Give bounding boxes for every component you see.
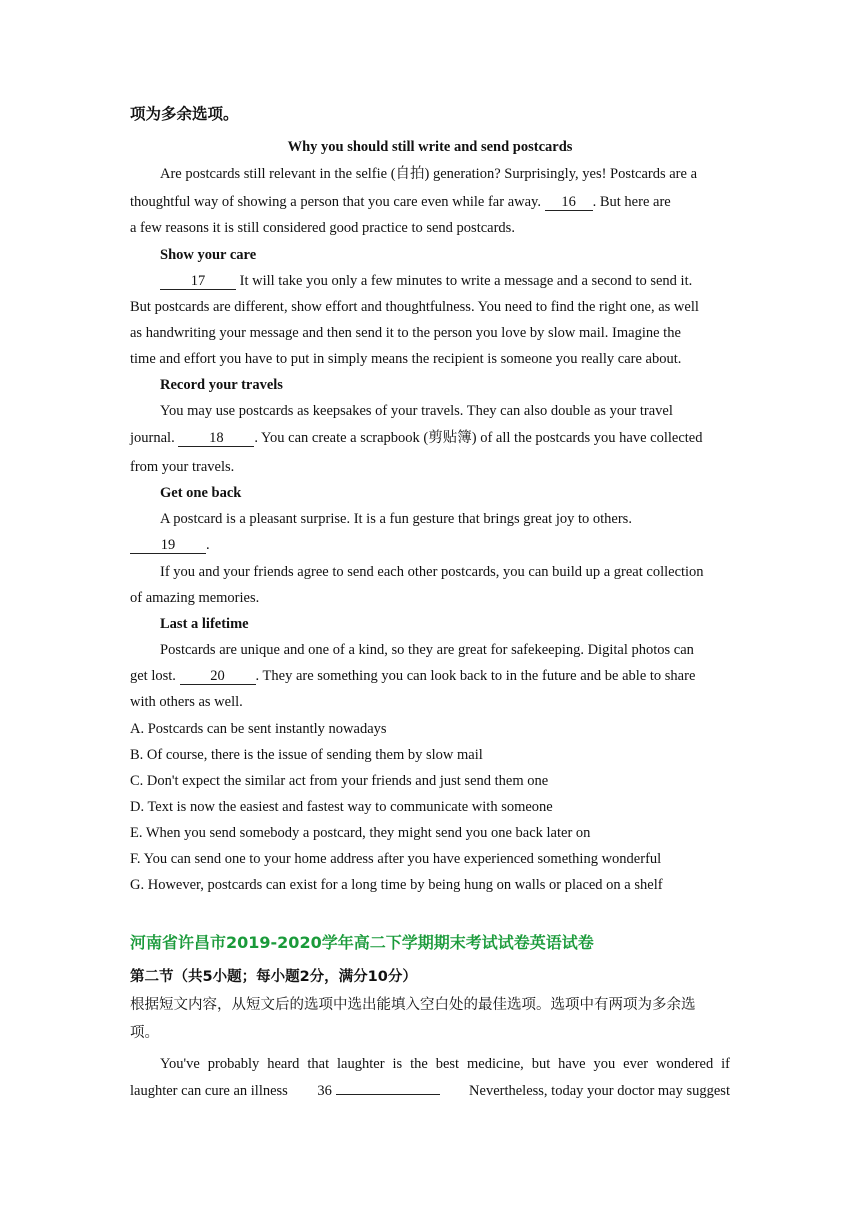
previous-instructions-tail: 项为多余选项。 [130,105,239,123]
paragraph-line: A postcard is a pleasant surprise. It is a fun gesture that brings great joy to others. [160,511,632,527]
paragraph-line: a few reasons it is still considered good practice to send postcards. [130,220,515,236]
paragraph-line: of amazing memories. [130,590,260,606]
paragraph-line: journal. 18 . You can create a scrapbook (剪贴簿) of all the postcards you have collected [130,430,703,446]
passage-title: Why you should still write and send postcards [287,139,573,155]
paragraph-line: from your travels. [130,459,235,475]
paragraph-line: 17 It will take you only a few minutes to write a message and a second to send it. [160,271,730,291]
section-subheading: 第二节（共5小题；每小题2分，满分10分） [130,969,417,985]
instructions-line: 项。 [130,1025,159,1041]
question-number-36: 36 [317,1083,332,1099]
blank-16: 16 [545,194,593,211]
paragraph-line: You've probably heard that laughter is the best medicine, but have you ever wondered if [160,1056,730,1072]
blank-20: 20 [180,668,256,685]
paragraph-line: laughter can cure an illness 36 Nevertheless, today your doctor may suggest [130,1083,730,1099]
option-g: G. However, postcards can exist for a long time by being hung on walls or placed on a shelf [130,877,663,893]
blank-36 [336,1094,440,1095]
option-a: A. Postcards can be sent instantly nowadays [130,721,387,737]
paragraph-line: with others as well. [130,694,243,710]
paragraph-line: If you and your friends agree to send each other postcards, you can build up a great collection [160,564,704,580]
option-c: C. Don't expect the similar act from your friends and just send them one [130,773,549,789]
section-heading-show-your-care: Show your care [160,247,257,263]
option-b: B. Of course, there is the issue of sending them by slow mail [130,747,483,763]
paragraph-line: as handwriting your message and then send it to the person you love by slow mail. Imagine the [130,325,681,341]
blank-19: 19 [130,537,206,554]
paragraph-line: get lost. 20 . They are something you can look back to in the future and be able to share [130,668,696,684]
option-f: F. You can send one to your home address after you have experienced something wonderful [130,851,662,867]
paragraph-line: Are postcards still relevant in the selfie (自拍) generation? Surprisingly, yes! Postcards are a [160,166,698,182]
paragraph-line: time and effort you have to put in simply means the recipient is someone you really care about. [130,351,682,367]
paragraph-line: thoughtful way of showing a person that you care even while far away. 16 . But here are [130,194,671,210]
paragraph-line: Postcards are unique and one of a kind, so they are great for safekeeping. Digital photos can [160,642,694,658]
section-heading-last-a-lifetime: Last a lifetime [160,616,249,632]
section-heading-record-your-travels: Record your travels [160,377,283,393]
instructions-line: 根据短文内容，从短文后的选项中选出能填入空白处的最佳选项。选项中有两项为多余选 [130,997,696,1013]
blank-18: 18 [178,430,254,447]
paragraph-line: 19 . [130,535,730,555]
option-e: E. When you send somebody a postcard, they might send you one back later on [130,825,591,841]
exam-source-heading: 河南省许昌市2019-2020学年高二下学期期末考试试卷英语试卷 [130,933,594,952]
option-d: D. Text is now the easiest and fastest way to communicate with someone [130,799,553,815]
paragraph-line: But postcards are different, show effort and thoughtfulness. You need to find the right one, as well [130,299,699,315]
blank-17: 17 [160,273,236,290]
paragraph-line: You may use postcards as keepsakes of your travels. They can also double as your travel [160,403,673,419]
section-heading-get-one-back: Get one back [160,485,242,501]
